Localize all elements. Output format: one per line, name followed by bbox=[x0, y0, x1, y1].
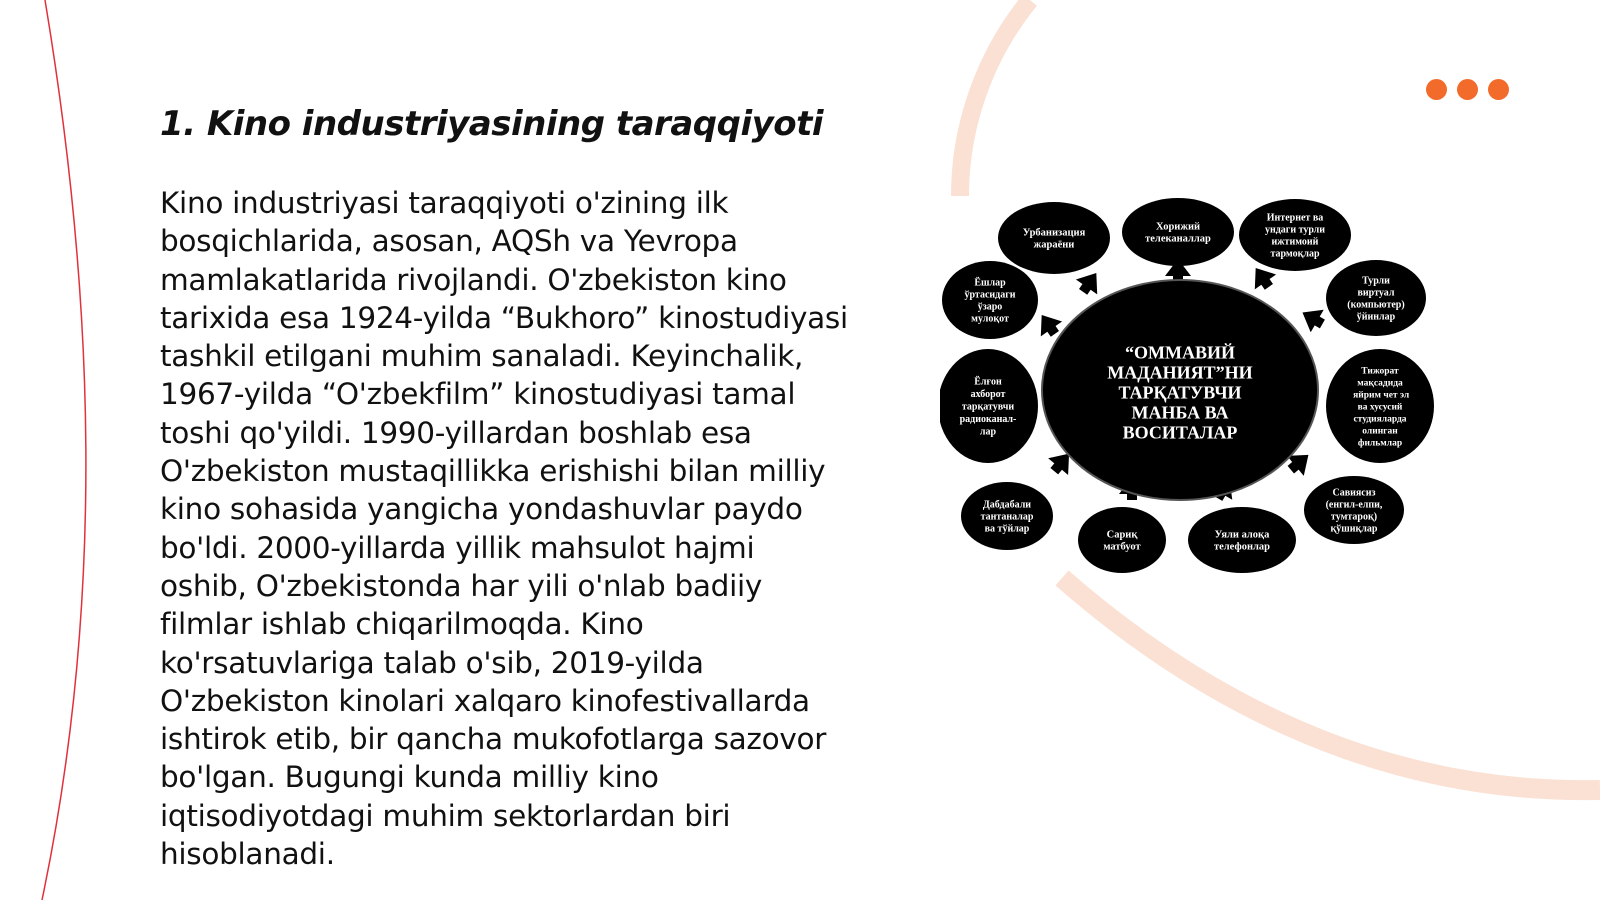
decorative-arc-top bbox=[960, 0, 1030, 196]
diagram-node-label: Тижорат мақсадида яйрим чет эл ва хусусий студияларда олинган фильмлар bbox=[1350, 366, 1410, 449]
diagram-node bbox=[1326, 349, 1434, 463]
diagram-node bbox=[961, 482, 1053, 550]
diagram-node-label: Турли виртуал (компьютер) ўйинлар bbox=[1347, 275, 1405, 323]
dot-icon bbox=[1426, 79, 1447, 100]
diagram-node bbox=[1326, 260, 1426, 336]
dot-icon bbox=[1488, 79, 1509, 100]
diagram-node bbox=[1188, 507, 1296, 573]
mass-culture-sources-diagram bbox=[940, 190, 1460, 580]
diagram-node bbox=[1239, 199, 1351, 271]
diagram-node bbox=[1304, 476, 1404, 544]
dots-menu-icon bbox=[1426, 79, 1509, 100]
diagram-node bbox=[1122, 198, 1234, 266]
diagram-node-label: Ёшлар ўртасидаги ўзаро мулоқот bbox=[964, 277, 1016, 325]
center-node-label: “ОММАВИЙ МАДАНИЯТ”НИ ТАРҚАТУВЧИ МАНБА ВА ВОСИТАЛАР bbox=[1107, 342, 1253, 443]
diagram-node-label: Уяли алоқа телефонлар bbox=[1213, 529, 1271, 553]
diagram-node-label: Дабдабали тантаналар ва тўйлар bbox=[980, 499, 1034, 535]
arrow-icon bbox=[1296, 301, 1329, 335]
slide-title: 1. Kino industriyasining taraqqiyoti bbox=[160, 104, 824, 144]
decorative-arc-bottom bbox=[1062, 578, 1600, 790]
diagram-node-label: Хорижий телеканаллар bbox=[1145, 221, 1211, 245]
diagram-node bbox=[942, 261, 1038, 339]
diagram-node-label: Ёлғон ахборот тарқатувчи радиоканал-лар bbox=[959, 376, 1017, 438]
diagram-node-label: Сариқ матбуот bbox=[1103, 529, 1141, 553]
diagram-node bbox=[1078, 507, 1166, 573]
left-border-line bbox=[42, 0, 86, 900]
diagram-node bbox=[998, 202, 1110, 274]
diagram-node bbox=[940, 349, 1038, 463]
diagram-node-label: Савиясиз (енгил-елпи, тумтароқ) қўшиқлар bbox=[1325, 487, 1383, 535]
diagram-node-label: Урбанизация жараёни bbox=[1022, 227, 1086, 251]
diagram-node-label: Интернет ва ундаги турли ижтимоий тармоқлар bbox=[1264, 212, 1326, 260]
center-node bbox=[1042, 280, 1318, 500]
slide-body-text: Kino industriyasi taraqqiyoti o'zining ilk bosqichlarida, asosan, AQSh va Yevropa mamlakatlarida rivojlandi. O'zbekiston kino tarixida esa 1924-yilda “Bukhoro” kinostudiyasi tashkil etilgani muhim sanaladi. Keyinchalik, 1967-yilda “O'zbekfilm” kinostudiyasi tamal toshi qo'yildi. 1990-yillardan boshlab esa O'zbekiston mustaqillikka erishishi bilan milliy kino sohasida yangicha yondashuvlar paydo bo'ldi. 2000-yillarda yillik mahsulot hajmi oshib, O'zbekistonda har yili o'nlab badiiy filmlar ishlab chiqarilmoqda. Kino ko'rsatuvlariga talab o'sib, 2019-yilda O'zbekiston kinolari xalqaro kinofestivallarda ishtirok etib, bir qancha mukofotlarga sazovor bo'lgan. Bugungi kunda milliy kino iqtisodiyotdagi muhim sektorlardan biri hisoblanadi. bbox=[160, 186, 848, 872]
dot-icon bbox=[1457, 79, 1478, 100]
